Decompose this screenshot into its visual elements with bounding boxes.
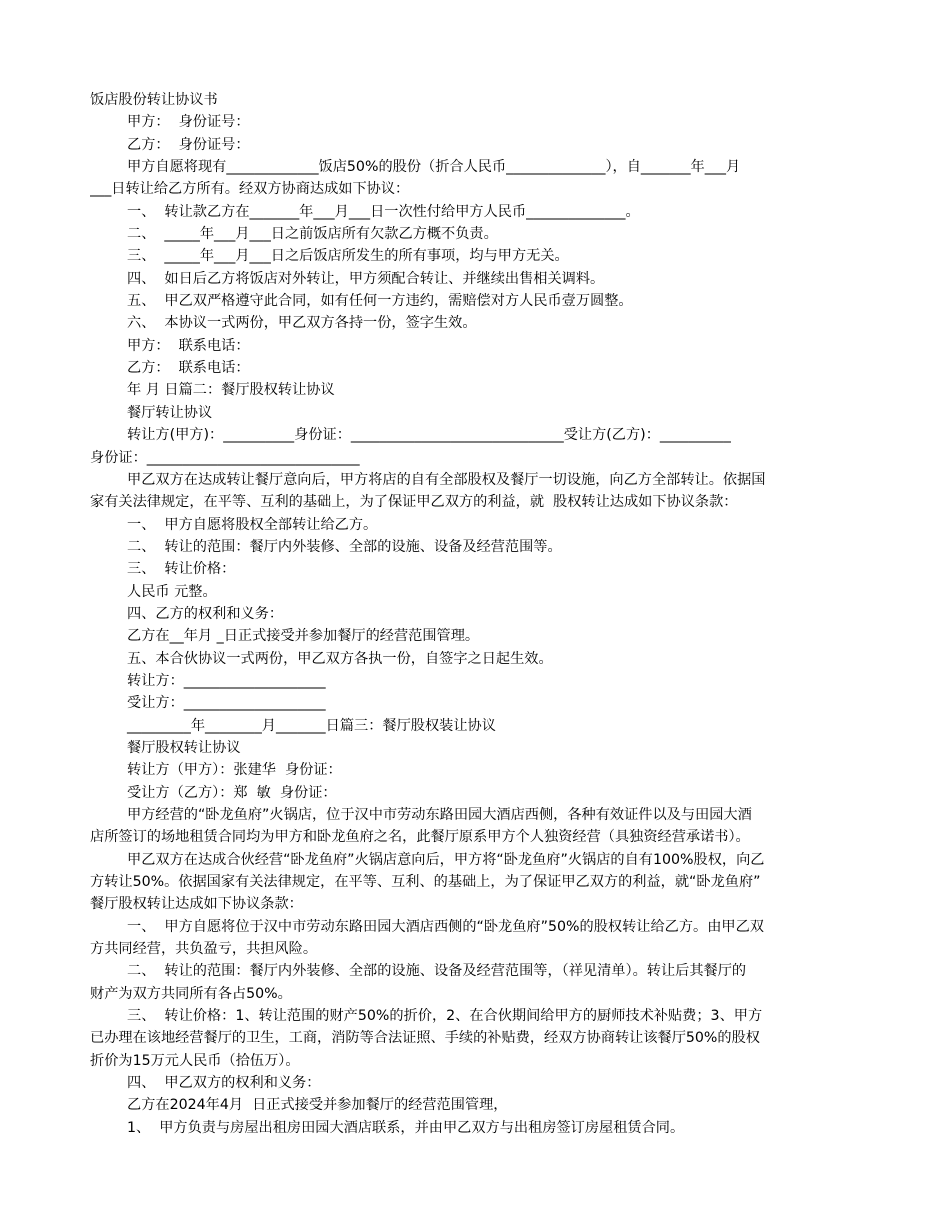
text-line: 四、 甲乙双方的权利和义务： <box>127 1075 321 1092</box>
text-line: 餐厅股权转让达成如下协议条款： <box>90 896 303 913</box>
document-body <box>90 89 865 1139</box>
text-line: 转让方(甲方)：__________身份证：______________________________受让方(乙方)：__________ <box>127 427 731 444</box>
text-line: 六、 本协议一式两份，甲乙双方各持一份，签字生效。 <box>127 315 477 332</box>
text-line: 身份证：______________________________ <box>90 449 360 466</box>
text-line: 一、 转让款乙方在_______年___月___日一次性付给甲方人民币______________。 <box>127 203 640 220</box>
text-line: 四、 如日后乙方将饭店对外转让，甲方须配合转让、并继续出售相关调料。 <box>127 270 605 287</box>
text-line: 甲方： 联系电话： <box>127 337 250 354</box>
text-line: 五、 甲乙双严格遵守此合同，如有任何一方违约，需赔偿对方人民币壹万圆整。 <box>127 293 633 310</box>
text-line: 已办理在该地经营餐厅的卫生，工商，消防等合法证照、手续的补贴费，经双方协商转让该餐厅50%的股权 <box>90 1030 760 1047</box>
text-line: 三、 _____年___月___日之后饭店所发生的所有事项，均与甲方无关。 <box>127 248 569 265</box>
text-line: 餐厅转让协议 <box>127 404 213 421</box>
text-line: 甲方自愿将现有_____________饭店50%的股份（折合人民币______________），自_______年___月 <box>127 159 741 176</box>
text-line: 转让方（甲方）：张建华 身份证： <box>127 762 342 779</box>
text-line: 年 月 日篇二：餐厅股权转让协议 <box>127 382 335 399</box>
text-line: 一、 甲方自愿将位于汉中市劳动东路田园大酒店西侧的“卧龙鱼府”50%的股权转让给乙方。由甲乙双 <box>127 918 764 935</box>
text-line: 店所签订的场地租赁合同均为甲方和卧龙鱼府之名，此餐厅原系甲方个人独资经营（具独资经营承诺书）。 <box>90 829 750 846</box>
text-line: 受让方（乙方）：郑 敏 身份证： <box>127 784 337 801</box>
text-line: 乙方： 联系电话： <box>127 360 250 377</box>
text-line: 1、 甲方负责与房屋出租房田园大酒店联系，并由甲乙双方与出租房签订房屋租赁合同。 <box>127 1119 685 1136</box>
text-line: 乙方在__年月 _日正式接受并参加餐厅的经营范围管理。 <box>127 628 480 645</box>
text-line: 转让方：____________________ <box>127 672 326 689</box>
text-line: 人民币 元整。 <box>127 583 217 600</box>
text-line: 甲乙双方在达成转让餐厅意向后，甲方将店的自有全部股权及餐厅一切设施，向乙方全部转让。依据国 <box>127 471 766 488</box>
text-line: 一、 甲方自愿将股权全部转让给乙方。 <box>127 516 378 533</box>
text-line: 三、 转让价格：1、转让范围的财产50%的折价，2、在合伙期间给甲方的厨师技术补贴费；3、甲方 <box>127 1008 763 1025</box>
text-line: 饭店股份转让协议书 <box>90 92 218 108</box>
text-line: 四、乙方的权利和义务： <box>127 605 284 622</box>
text-line: 三、 转让价格： <box>127 561 236 578</box>
text-line: 方共同经营，共负盈亏，共担风险。 <box>90 941 318 958</box>
text-line: 乙方： 身份证号： <box>127 136 250 153</box>
text-line: 方转让50%。依据国家有关法律规定，在平等、互利、的基础上，为了保证甲乙双方的利益，就“卧龙鱼府” <box>90 874 761 891</box>
text-line: 财产为双方共同所有各占50%。 <box>90 985 292 1002</box>
text-line: 折价为15万元人民币（拾伍万）。 <box>90 1052 300 1069</box>
text-line: 二、 转让的范围：餐厅内外装修、全部的设施、设备及经营范围等，（祥见清单）。转让后其餐厅的 <box>127 963 747 980</box>
text-line: _________年________月_______日篇三：餐厅股权装让协议 <box>127 717 496 734</box>
text-line: 受让方：____________________ <box>127 695 326 712</box>
text-line: 二、 转让的范围：餐厅内外装修、全部的设施、设备及经营范围等。 <box>127 538 562 555</box>
text-line: 甲方经营的“卧龙鱼府”火锅店，位于汉中市劳动东路田园大酒店西侧，各种有效证件以及与田园大酒 <box>127 807 752 823</box>
text-line: 五、本合伙协议一式两份，甲乙双方各执一份，自签字之日起生效。 <box>127 650 553 667</box>
text-line: 餐厅股权转让协议 <box>127 739 241 756</box>
text-line: 二、 _____年___月___日之前饭店所有欠款乙方概不负责。 <box>127 226 498 243</box>
text-line: 家有关法律规定，在平等、互利的基础上，为了保证甲乙双方的利益，就 股权转让达成如下协议条款： <box>90 494 738 511</box>
text-line: 乙方在2024年4月 日正式接受并参加餐厅的经营范围管理， <box>127 1097 508 1114</box>
text-line: 甲乙双方在达成合伙经营“卧龙鱼府”火锅店意向后，甲方将“卧龙鱼府”火锅店的自有100%股权，向乙 <box>127 851 765 868</box>
text-line: ___日转让给乙方所有。经双方协商达成如下协议： <box>90 181 410 198</box>
text-line: 甲方： 身份证号： <box>127 114 250 131</box>
